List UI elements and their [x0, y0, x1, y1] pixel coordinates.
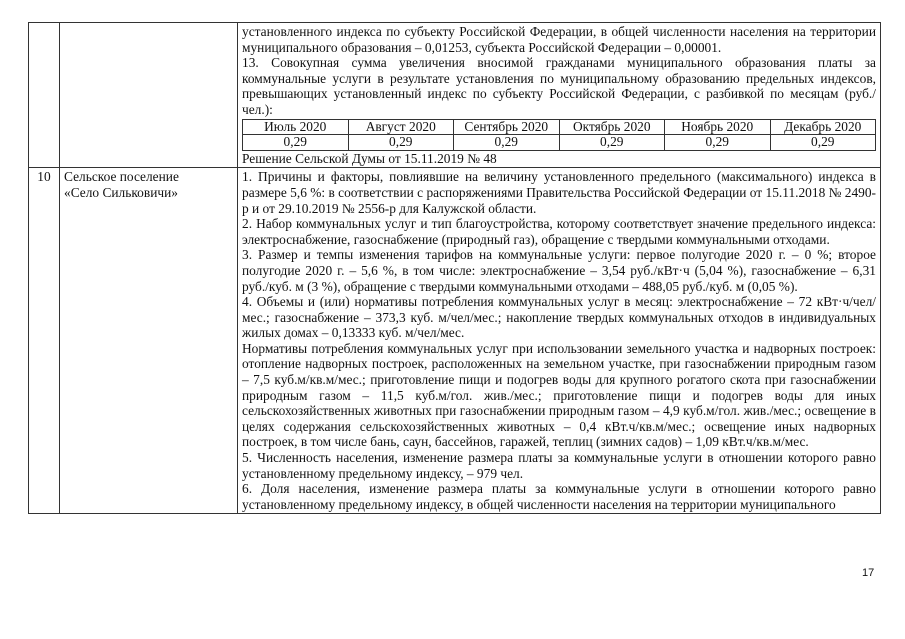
month-header: Август 2020: [348, 119, 454, 135]
table-row-10: [29, 168, 881, 514]
page-number: 17: [862, 567, 875, 579]
settlement-name-line2: «Село Сильковичи»: [64, 184, 178, 200]
month-value: 0,29: [559, 135, 665, 151]
cell-name-empty: [60, 23, 238, 168]
paragraph-3: 3. Размер и темпы изменения тарифов на коммунальные услуги: первое полугодие 2020 г. – 0 %; второе полугодие 2020 г. – 5,6 %, в том числе: электроснабжение – 3,54 руб./кВт·ч (5,04 %), газоснабжение – 6,31 руб./куб. м (3 %), обращение с твердыми коммунальными отходами – 488,05 руб./куб. м (0,05 %).: [242, 247, 876, 294]
cell-content-row10: [238, 168, 881, 514]
settlement-name-line1: Сельское поселение: [64, 169, 179, 185]
months-header-row: [243, 119, 876, 135]
paragraph-1: 1. Причины и факторы, повлиявшие на величину установленного предельного (максимального) индекса в размере 5,6 %: в соответствии с распоряжениями Правительства Российской Федерации от 15.11.2018 № 2490-р и от 29.10.2019 № 2556-р для Калужской области.: [242, 169, 876, 216]
decision-reference: Решение Сельской Думы от 15.11.2019 № 48: [242, 150, 497, 166]
municipal-index-table: [28, 22, 881, 514]
paragraph-intro: установленного индекса по субъекту Российской Федерации, в общей численности населения на территории муниципального образования – 0,01253, субъекта Российской Федерации – 0,00001.: [242, 24, 876, 55]
month-value: 0,29: [770, 135, 876, 151]
paragraph-4: 4. Объемы и (или) нормативы потребления коммунальных услуг в месяц: электроснабжение – 72 кВт·ч/чел/мес.; газоснабжение – 373,3 куб. м/чел/мес.; накопление твердых коммунальных отходов в индивидуальных жилых домах – 0,13333 куб. м/чел/мес.: [242, 294, 876, 341]
month-value: 0,29: [665, 135, 771, 151]
paragraph-4-norms: Нормативы потребления коммунальных услуг при использовании земельного участка и надворных построек: отопление надворных построек, расположенных на земельном участке, при газоснабжении природным газом – 7,5 куб.м/кв.м/мес.; приготовление пищи и подогрев воды для крупного рогатого скота при газоснабжении природным газом – 11,5 куб.м/гол. жив./мес.; приготовление пищи и подогрев воды для иных сельскохозяйственных животных при газоснабжении природным газом – 4,9 куб.м/гол. жив./мес.; освещение в целях содержания сельскохозяйственных животных – 0,4 кВт.ч/кв.м/мес.; освещение иных надворных построек, в том числе бань, саун, бассейнов, гаражей, теплиц (зимних садов) – 1,09 кВт.ч/кв.м/мес.: [242, 340, 876, 450]
paragraph-6: 6. Доля населения, изменение размера платы за коммунальные услуги в отношении которого равно установленному предельному индексу, в общей численности населения на территории муниципального: [242, 481, 876, 512]
month-header: Ноябрь 2020: [665, 119, 771, 135]
settlement-name-cell: [60, 168, 238, 514]
month-header: Октябрь 2020: [559, 119, 665, 135]
month-value: 0,29: [243, 135, 349, 151]
paragraph-item-13: 13. Совокупная сумма увеличения вносимой гражданами муниципального образования платы за коммунальные услуги в результате установления по муниципальному образованию предельных индексов, превышающих установленный индекс по субъекту Российской Федерации, с разбивкой по месяцам (руб./чел.):: [242, 55, 876, 117]
cell-content-previous: [238, 23, 881, 168]
row-number: 10: [29, 168, 60, 514]
paragraph-2: 2. Набор коммунальных услуг и тип благоустройства, которому соответствует значение предельного индекса: электроснабжение, газоснабжение (природный газ), обращение с твердыми коммунальными отходами.: [242, 216, 876, 247]
month-header: Июль 2020: [243, 119, 349, 135]
table-row-previous: [29, 23, 881, 168]
month-value: 0,29: [348, 135, 454, 151]
month-value: 0,29: [454, 135, 560, 151]
cell-number-empty: [29, 23, 60, 168]
monthly-increase-table: [242, 119, 876, 151]
month-header: Декабрь 2020: [770, 119, 876, 135]
month-header: Сентябрь 2020: [454, 119, 560, 135]
months-value-row: [243, 135, 876, 151]
paragraph-5: 5. Численность населения, изменение размера платы за коммунальные услуги в отношении которого равно установленному предельному индексу, – 979 чел.: [242, 450, 876, 481]
